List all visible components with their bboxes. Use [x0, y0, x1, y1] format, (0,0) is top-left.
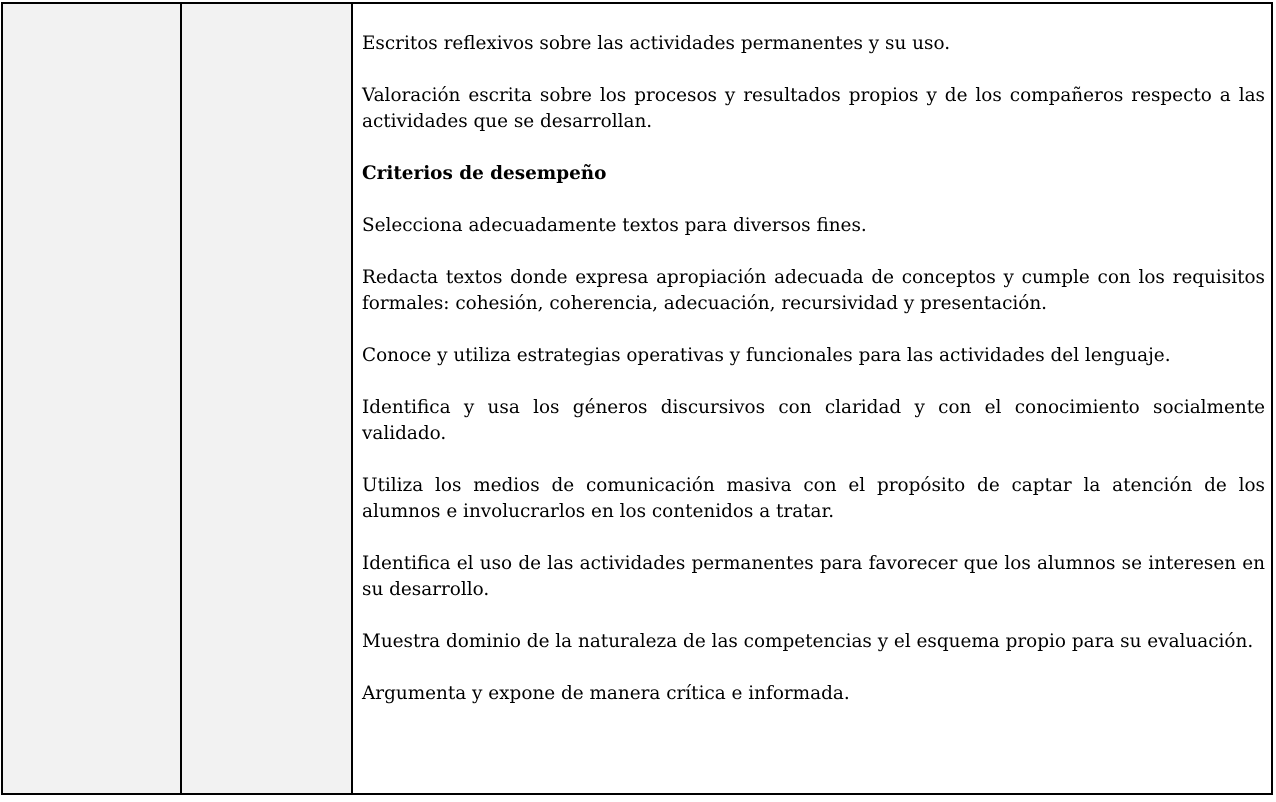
criteria-item-identifica-generos: Identifica y usa los géneros discursivos con claridad y con el conocimiento socialmente validado. [362, 397, 1265, 444]
paragraph-valoracion-escrita: Valoración escrita sobre los procesos y resultados propios y de los compañeros respecto a las actividades que se desarrollan. [362, 85, 1265, 132]
criteria-item-argumenta: Argumenta y expone de manera crítica e informada. [362, 683, 850, 704]
criteria-heading: Criterios de desempeño [362, 163, 607, 184]
criteria-item-muestra-dominio: Muestra dominio de la naturaleza de las competencias y el esquema propio para su evaluación. [362, 631, 1254, 652]
table-column-2 [182, 4, 353, 793]
criteria-item-utiliza-medios: Utiliza los medios de comunicación masiva con el propósito de captar la atención de los alumnos e involucrarlos en los contenidos a tratar. [362, 475, 1265, 522]
table-column-content [353, 4, 1271, 793]
criteria-item-selecciona: Selecciona adecuadamente textos para diversos fines. [362, 215, 867, 236]
criteria-item-identifica-uso: Identifica el uso de las actividades permanentes para favorecer que los alumnos se interesen en su desarrollo. [362, 553, 1265, 600]
paragraph-escritos-reflexivos: Escritos reflexivos sobre las actividades permanentes y su uso. [362, 33, 951, 54]
criteria-item-redacta: Redacta textos donde expresa apropiación adecuada de conceptos y cumple con los requisitos formales: cohesión, coherencia, adecuación, recursividad y presentación. [362, 267, 1265, 314]
criteria-item-conoce: Conoce y utiliza estrategias operativas y funcionales para las actividades del lenguaje. [362, 345, 1171, 366]
document-table [1, 2, 1273, 795]
table-column-1 [3, 4, 182, 793]
